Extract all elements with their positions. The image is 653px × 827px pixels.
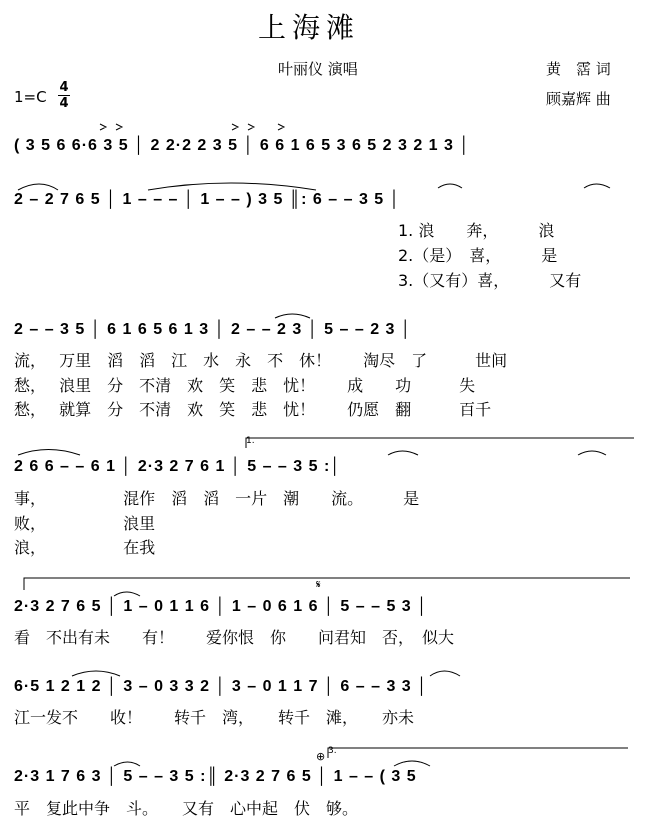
staff-4-lyric-verse-1: 事， 混作 滔 滔 一片 潮 流。 是 (14, 489, 420, 508)
staff-4-notation: 2 6 6 – – 6 1 │ 2·3 2 7 6 1 │ 5 – – 3 5 :│ (14, 458, 342, 475)
staff-2-notation: 2 – 2 7 6 5 │ 1 – – – │ 1 – – ) 3 5 ║: 6 – – 3 5 │ (14, 191, 401, 208)
slur-mark (18, 450, 80, 456)
staff-4-lyric-verse-3: 浪， 在我 (14, 538, 156, 557)
staff-3-notation: 2 – – 3 5 │ 6 1 6 5 6 1 3 │ 2 – – 2 3 │ 5 – – 2 3 │ (14, 321, 412, 338)
slur-mark (584, 184, 610, 188)
slur-mark (275, 314, 310, 318)
song-title: 上海滩 (258, 11, 361, 44)
volta-third-ending-label: 3. (328, 746, 337, 756)
slur-mark (148, 183, 316, 190)
staff-2-lyric-verse-3: 3.（又有）喜， 又有 (398, 271, 582, 290)
staff-4-lyric-verse-2: 败， 浪里 (14, 514, 156, 533)
staff-6-lyric: 江一发不 收！ 转千 湾， 转千 滩， 亦未 (14, 708, 415, 727)
staff-2-lyric-verse-1: 1. 浪 奔， 浪 (398, 221, 555, 240)
staff-7-lyric: 平 复此中争 斗。 又有 心中起 伏 够。 (14, 799, 359, 818)
staff-7-notation: 2·3 1 7 6 3 │ 5 – – 3 5 :║ 2·3 2 7 6 5 │ 1 – – ( 3 5 (14, 768, 417, 785)
slur-mark (430, 671, 460, 676)
coda-icon: ⊕ (316, 750, 326, 763)
staff-1-notation: ( 3 5 6 6·6 3 5 │ 2 2·2 2 3 5 │ 6 6 1 6 5 3 6 5 2 3 2 1 3 │ (14, 137, 471, 154)
key-signature: 1=C (14, 88, 47, 106)
slur-mark (438, 184, 462, 188)
slur-mark (394, 761, 430, 766)
staff-6-notation: 6·5 1 2 1 2 │ 3 – 0 3 3 2 │ 3 – 0 1 1 7 │ 6 – – 3 3 │ (14, 678, 429, 695)
segno-icon: 𝄋 (316, 578, 321, 591)
volta-bracket (24, 578, 630, 590)
volta-bracket (328, 748, 628, 758)
staff-3-lyric-verse-1: 流， 万里 滔 滔 江 水 永 不 休！ 淘尽 了 世间 (14, 351, 508, 370)
slur-mark (114, 762, 140, 766)
staff-3-lyric-verse-3: 愁， 就算 分 不清 欢 笑 悲 忧！ 仍愿 翻 百千 (14, 400, 492, 419)
performer-credit: 叶丽仪 演唱 (278, 60, 358, 78)
slur-mark (114, 592, 140, 596)
slur-mark (578, 451, 606, 455)
slur-mark (388, 451, 418, 455)
composer-credit: 顾嘉辉 曲 (546, 90, 611, 108)
staff-2-lyric-verse-2: 2.（是） 喜， 是 (398, 246, 558, 265)
volta-bracket (246, 438, 634, 448)
staff-3-lyric-verse-2: 愁， 浪里 分 不清 欢 笑 悲 忧！ 成 功 失 (14, 376, 476, 395)
time-signature-top: 4 (59, 80, 69, 95)
staff-5-lyric: 看 不出有未 有！ 爱你恨 你 问君知 否， 似大 (14, 628, 455, 647)
accent-mark (100, 124, 284, 130)
slur-mark (72, 671, 120, 676)
lyricist-credit: 黄 霑 词 (546, 60, 611, 78)
volta-first-ending-label: 1. (246, 436, 255, 446)
staff-5-notation: 2·3 2 7 6 5 │ 1 – 0 1 1 6 │ 1 – 0 6 1 6 │ 5 – – 5 3 │ (14, 598, 429, 615)
slur-mark (18, 184, 58, 190)
time-signature-bottom: 4 (59, 96, 69, 111)
